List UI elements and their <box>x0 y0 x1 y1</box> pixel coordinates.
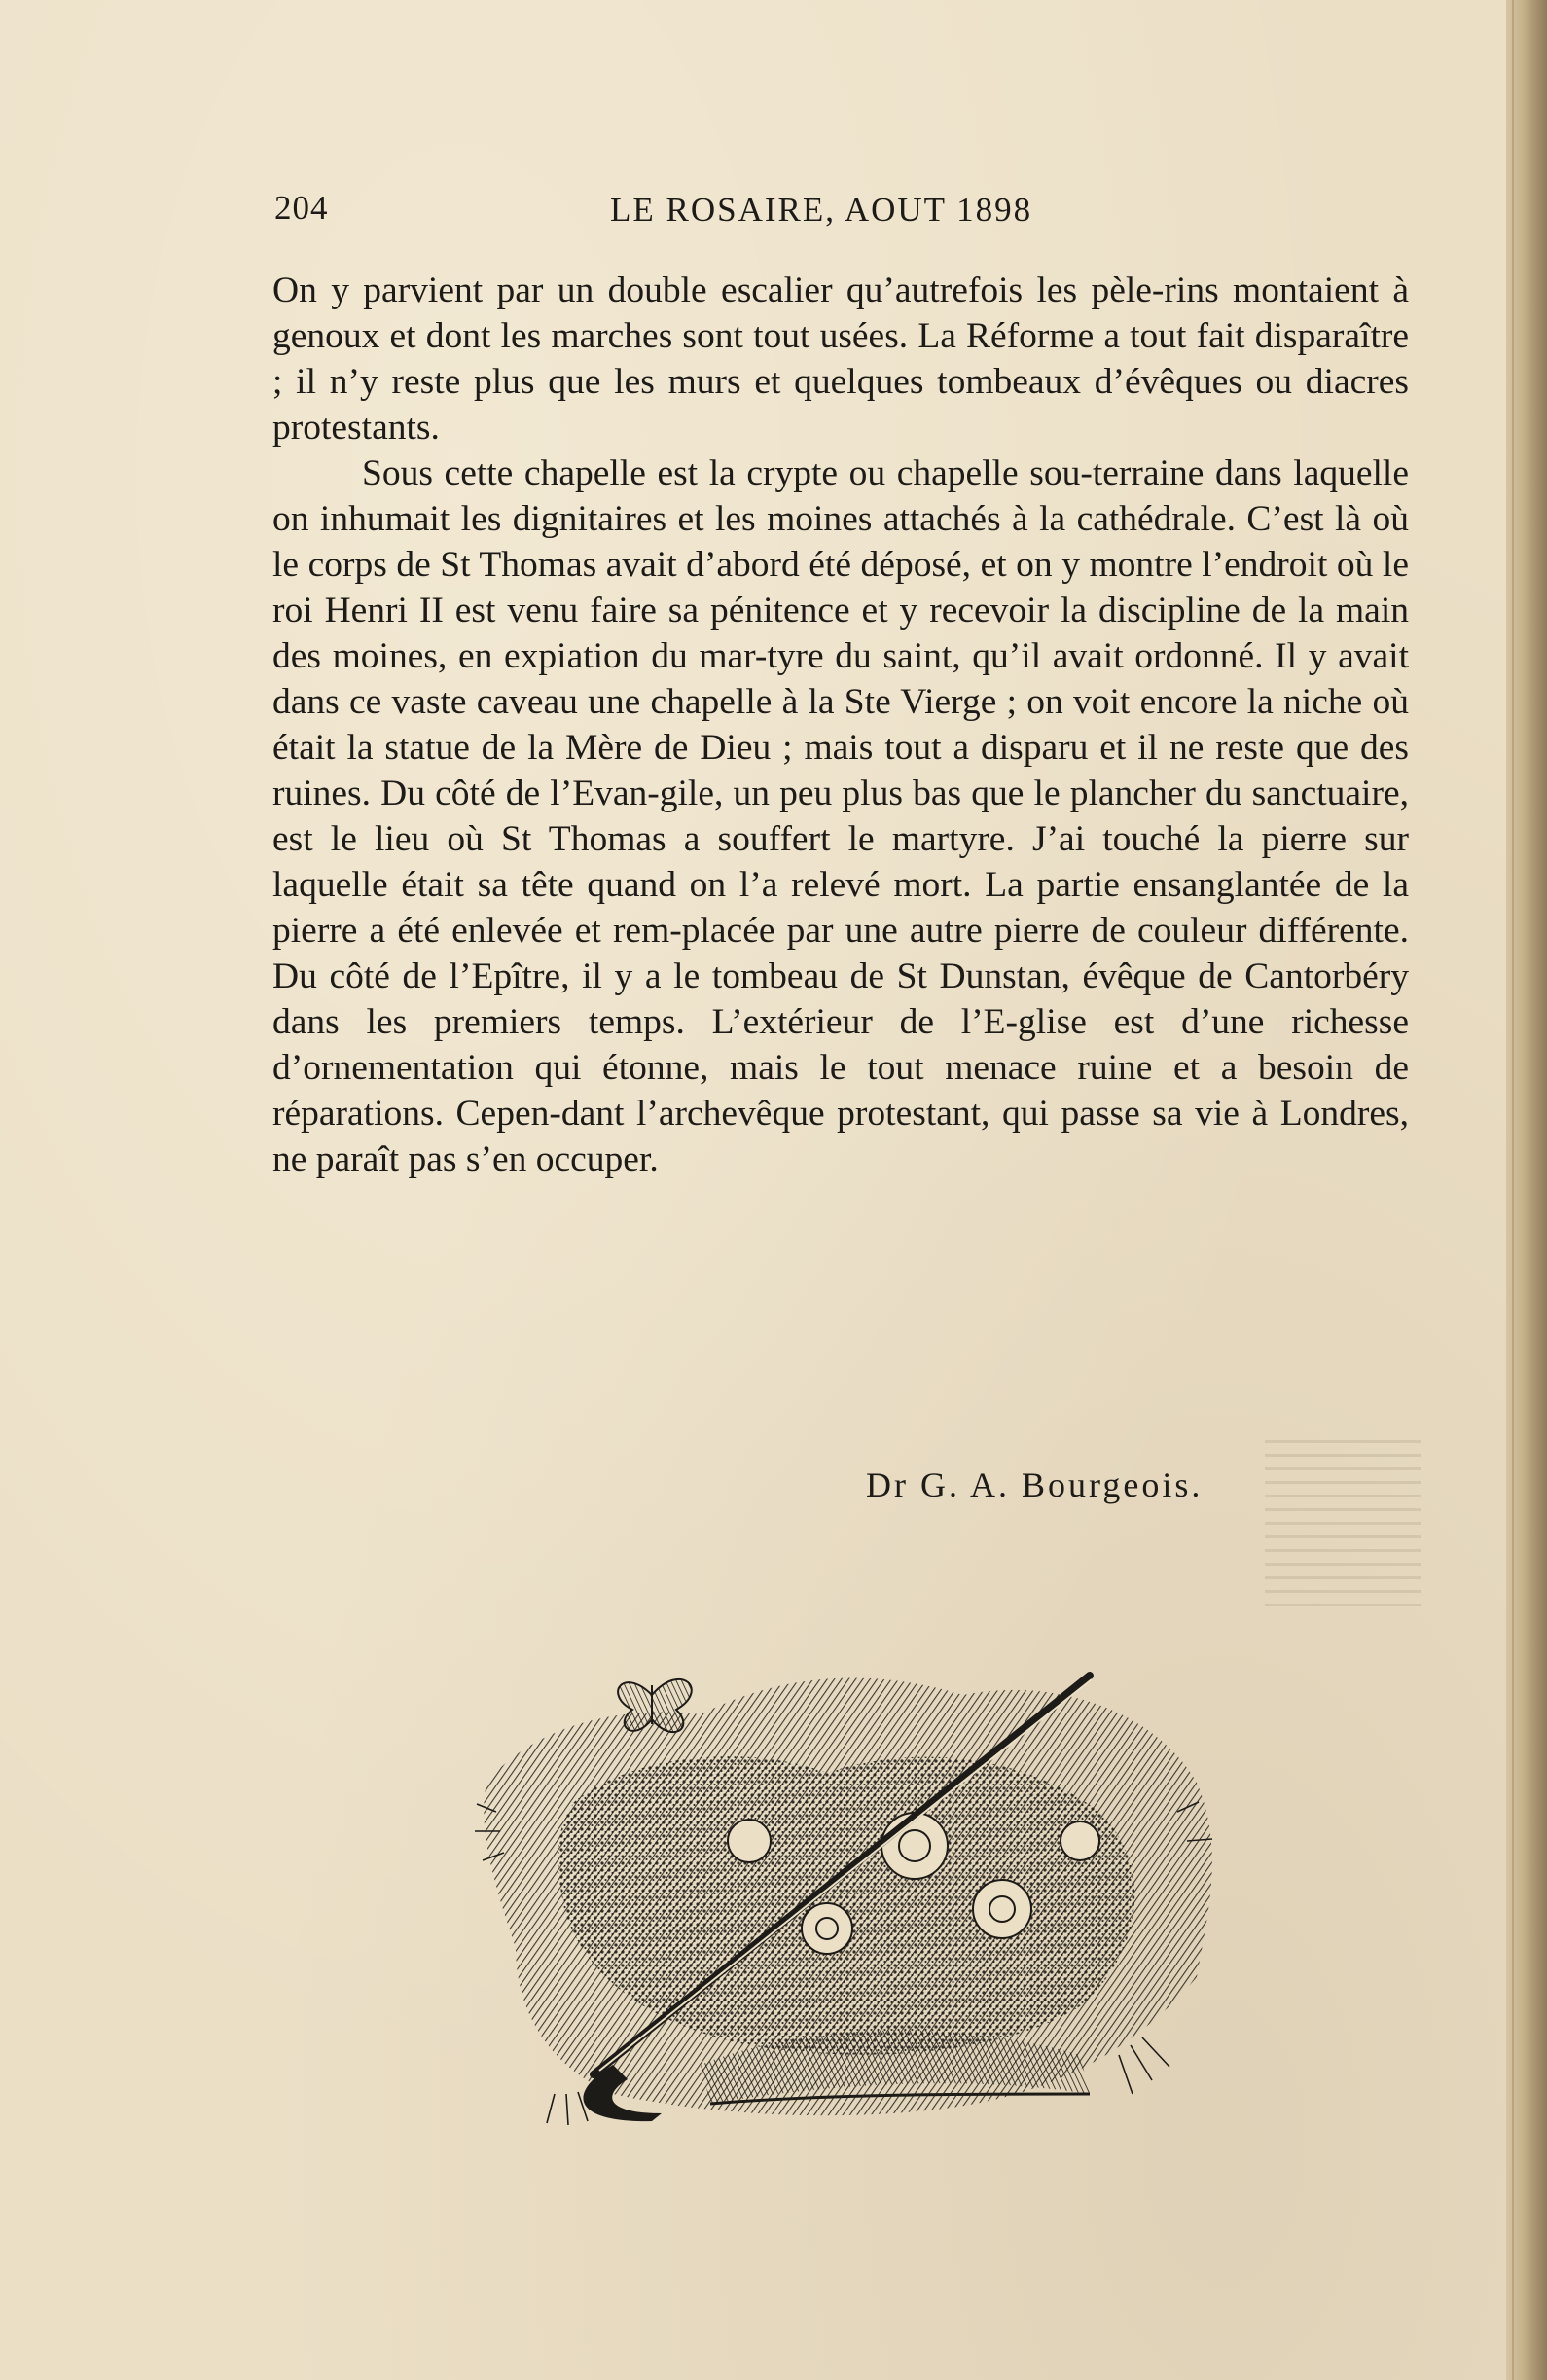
show-through-text <box>1265 1440 1421 1615</box>
running-head-title: LE ROSAIRE, AOUT 1898 <box>610 191 1033 229</box>
paragraph-1: On y parvient par un double escalier qu’autrefois les pèle-rins montaient à genoux et dont les marches sont tout usées. La Réforme a tout fait disparaître ; il n’y reste plus que les murs et quelques tombeaux d’évêques ou diacres protestants. <box>272 270 1409 448</box>
page-edge <box>1506 0 1547 2380</box>
author-signature: Dr G. A. Bourgeois. <box>866 1465 1204 1504</box>
body-text <box>272 268 1409 1182</box>
paragraph-2: Sous cette chapelle est la crypte ou chapelle sou-terraine dans laquelle on inhumait les dignitaires et les moines attachés à la cathédrale. C’est là où le corps de St Thomas avait d’abord été déposé, et on y montre l’endroit où le roi Henri II est venu faire sa pénitence et y recevoir la discipline de la main des moines, en expiation du mar-tyre du saint, qu’il avait ordonné. Il y avait dans ce vaste caveau une chapelle à la Ste Vierge ; on voit encore la niche où était la statue de la Mère de Dieu ; mais tout a disparu et il ne reste que des ruines. Du côté de l’Evan-gile, un peu plus bas que le plancher du sanctuaire, est le lieu où St Thomas a souffert le martyre. J’ai touché la pierre sur laquelle était sa tête quand on l’a relevé mort. La partie ensanglantée de la pierre a été enlevée et rem-placée par une autre pierre de couleur différente. Du côté de l’Epître, il y a le tombeau de St Dunstan, évêque de Cantorbéry dans les premiers temps. L’extérieur de l’E-glise est d’une richesse d’ornementation qui étonne, mais le tout menace ruine et a besoin de réparations. Cepen-dant l’archevêque protestant, qui passe sa vie à Londres, ne paraît pas s’en occuper. <box>272 453 1409 1179</box>
running-head <box>274 189 1408 237</box>
page-number: 204 <box>274 189 329 227</box>
floral-vignette-icon <box>457 1637 1236 2143</box>
